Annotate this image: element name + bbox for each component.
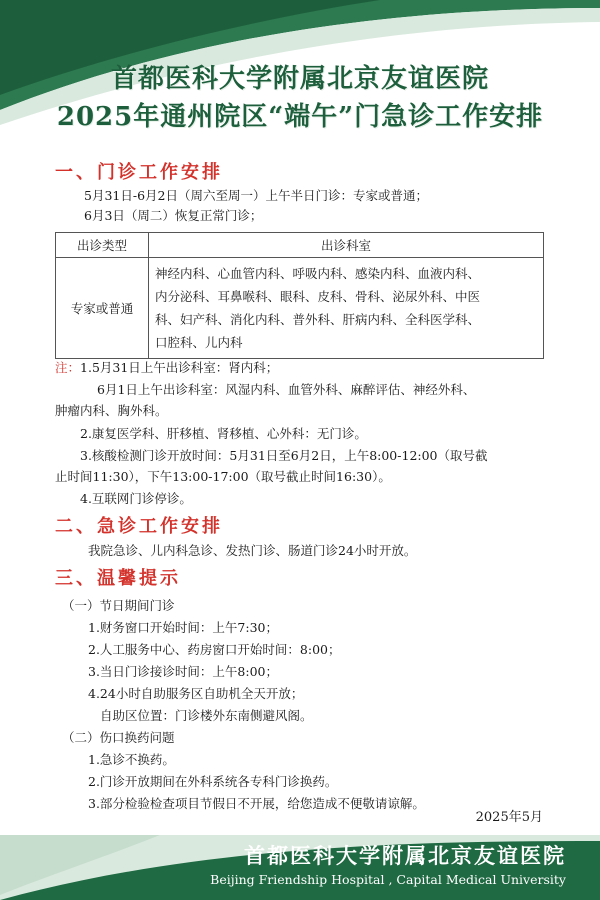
list-item: 2.门诊开放期间在外科系统各专科门诊换药。 — [88, 774, 338, 789]
dept-line: 神经内科、心血管内科、呼吸内科、感染内科、血液内科、 — [155, 266, 481, 281]
table-header-depts: 出诊科室 — [149, 233, 544, 258]
section1-line2: 6月3日（周二）恢复正常门诊； — [84, 208, 263, 223]
dept-line: 口腔科、儿内科 — [155, 335, 243, 350]
footer-hospital-name-en: Beijing Friendship Hospital , Capital Medical University — [210, 872, 566, 887]
section2-line1: 我院急诊、儿内科急诊、发热门诊、肠道门诊24小时开放。 — [88, 543, 417, 558]
note-1b-line1: 6月1日上午出诊科室：风湿内科、血管外科、麻醉评估、神经外科、 — [97, 382, 476, 397]
note-1: 注：1.5月31日上午出诊科室：肾内科； — [55, 360, 279, 375]
list-item: 3.当日门诊接诊时间：上午8:00； — [88, 664, 278, 679]
list-item: 1.急诊不换药。 — [88, 752, 175, 767]
dept-line: 科、妇产科、消化内科、普外科、肝病内科、全科医学科、 — [155, 312, 481, 327]
list-item: 3.部分检验检查项目节假日不开展，给您造成不便敬请谅解。 — [88, 796, 425, 811]
table-cell-depts — [149, 258, 544, 359]
dept-line: 内分泌科、耳鼻喉科、眼科、皮科、骨科、泌尿外科、中医 — [155, 289, 481, 304]
footer-hospital-name-cn: 首都医科大学附属北京友谊医院 — [244, 843, 566, 868]
section3-heading: 三、温馨提示 — [55, 568, 181, 589]
note-1b-line2: 肿瘤内科、胸外科。 — [55, 403, 168, 418]
section1-line1: 5月31日-6月2日（周六至周一）上午半日门诊：专家或普通； — [84, 188, 428, 203]
note-label: 注： — [55, 360, 81, 375]
section2-heading: 二、急诊工作安排 — [55, 516, 223, 537]
section3-sub1: （一）节日期间门诊 — [62, 598, 175, 613]
list-item: 2.人工服务中心、药房窗口开始时间：8:00； — [88, 642, 341, 657]
section3-sub2: （二）伤口换药问题 — [62, 730, 175, 745]
section1-heading: 一、门诊工作安排 — [55, 162, 223, 183]
schedule-table — [55, 232, 544, 359]
note-3-line1: 3.核酸检测门诊开放时间：5月31日至6月2日，上午8:00-12:00（取号截 — [80, 448, 488, 463]
page-title-line1: 首都医科大学附属北京友谊医院 — [110, 64, 489, 94]
list-item: 1.财务窗口开始时间：上午7:30； — [88, 620, 278, 635]
issue-date: 2025年5月 — [475, 810, 543, 825]
table-header-type: 出诊类型 — [56, 233, 149, 258]
note-3-line2: 止时间11:30），下午13:00-17:00（取号截止时间16:30）。 — [55, 469, 391, 484]
table-row — [56, 258, 544, 359]
footer-band — [0, 835, 600, 900]
list-item: 自助区位置：门诊楼外东南侧避风阁。 — [100, 708, 313, 723]
table-header-row — [56, 233, 544, 258]
note-4: 4.互联网门诊停诊。 — [80, 491, 192, 506]
list-item: 4.24小时自助服务区自助机全天开放； — [88, 686, 304, 701]
page-title-line2: 2025年通州院区“端午”门急诊工作安排 — [56, 102, 544, 132]
table-cell-type: 专家或普通 — [56, 258, 149, 359]
note-2: 2.康复医学科、肝移植、肾移植、心外科：无门诊。 — [80, 426, 367, 441]
